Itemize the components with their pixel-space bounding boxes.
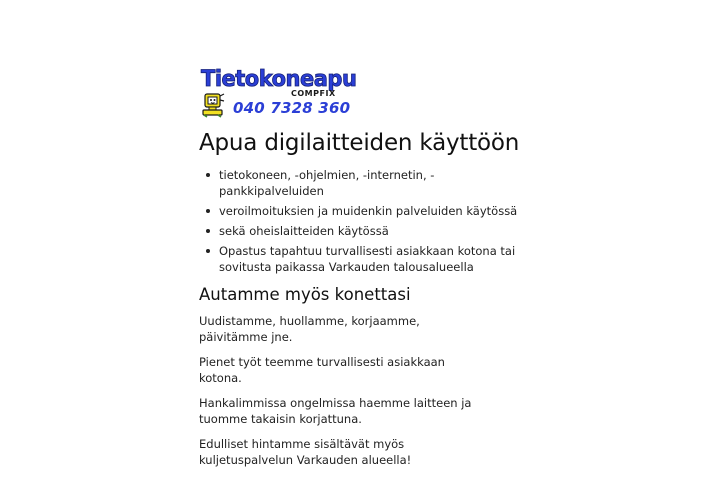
paragraph: Hankalimmissa ongelmissa haemme laitteen ja tuomme takaisin korjattuna. [199, 396, 472, 426]
section-heading: Autamme myös konettasi [199, 285, 411, 304]
computer-mascot-icon [202, 92, 226, 118]
main-content [199, 68, 539, 477]
list-item: sekä oheislaitteiden käytössä [219, 223, 539, 239]
list-item: Opastus tapahtuu turvallisesti asiakkaan kotona tai sovitusta paikassa Varkauden talousalueella [219, 243, 539, 275]
paragraph: Edulliset hintamme sisältävät myös kuljetuspalvelun Varkauden alueella! [199, 437, 412, 467]
page-title: Apua digilaitteiden käyttöön [199, 130, 520, 156]
logo-phone-number: 040 7328 360 [233, 99, 351, 117]
site-logo[interactable] [199, 66, 357, 120]
paragraph: Pienet työt teemme turvallisesti asiakkaan kotona. [199, 355, 445, 385]
list-item: veroilmoituksien ja muidenkin palveluiden käytössä [219, 203, 539, 219]
list-item: tietokoneen, -ohjelmien, -internetin, -pankkipalveluiden [219, 167, 539, 199]
service-list [199, 167, 539, 275]
logo-title: Tietokoneapu [201, 66, 357, 92]
logo-brand: COMPFIX [291, 89, 336, 98]
paragraph: Uudistamme, huollamme, korjaamme, päivitämme jne. [199, 314, 420, 344]
